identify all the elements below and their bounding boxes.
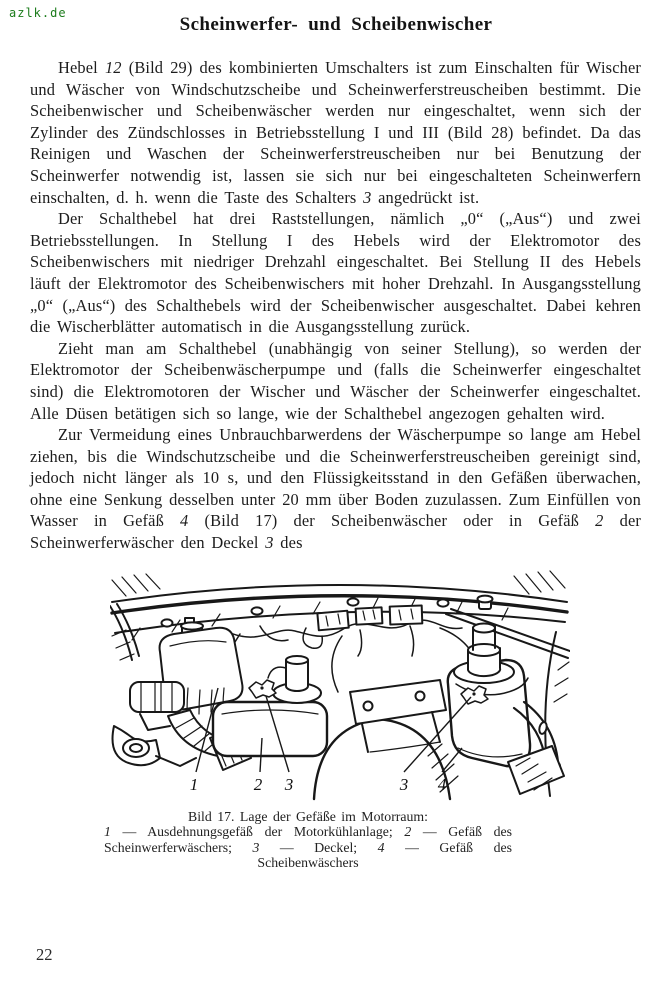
body-text: [30, 57, 641, 554]
stud: [478, 595, 493, 608]
figure-caption: [104, 809, 512, 871]
winged-cap-left: [249, 680, 276, 698]
engine-bay-drawing: [110, 566, 570, 801]
watermark-azlk: azlk.de: [9, 6, 67, 20]
label-3-left: 3: [284, 774, 294, 794]
label-1: 1: [189, 774, 199, 794]
caption-title: Bild 17. Lage der Gefäße im Motorraum:: [188, 808, 428, 824]
paragraph-3: Zieht man am Schalthebel (unabhängig von seiner Stellung), so werden der Elektromotor der Scheibenwäscherpumpe und (falls die Scheinwerfer eingeschaltet sind) die Elektromotoren der Wischer und Wäscher der Scheinwerfer eingeschaltet. Alle Düsen betätigen sich so lange, wie der Schalthebel angezogen gehalten wird.: [30, 338, 641, 423]
windshield-washer-reservoir: [448, 623, 530, 766]
caption-legend: 1 — Ausdehnungsgefäß der Motorkühlanlage; 2 — Gefäß des Scheinwerferwäschers; 3 — Deckel; 4 — Gefäß des Scheibenwäschers: [104, 824, 512, 871]
paragraph-2: Der Schalthebel hat drei Raststellungen, nämlich „0“ („Aus“) und zwei Betriebsstellungen. In Stellung I des Hebels wird der Elektromotor des Scheibenwischers mit niedriger Drehzahl eingeschaltet. Bei Stellung II des Hebels läuft der Elektromotor des Scheibenwischers mit hoher Drehzahl. In Ausgangsstellung „0“ („Aus“) des Schalthebels wird der Scheibenwischer ausgeschaltet. Dabei kehren die Wischerblätter automatisch in die Ausgangsstellung zurück.: [30, 209, 641, 337]
page-number: 22: [36, 945, 53, 964]
paragraph-1: Hebel 12 (Bild 29) des kombinierten Umschalters ist zum Einschalten für Wischer und Wäscher von Windschutzscheibe und Scheinwerferstreuscheiben bestimmt. Die Scheibenwischer und Scheibenwäscher werden nur eingeschaltet, wenn sich der Zylinder des Zündschlosses in Betriebsstellung I und III (Bild 28) befindet. Da das Reinigen und Waschen der Scheinwerferstreuscheiben nur bei Benutzung der Scheinwerfer notwendig ist, lassen sie sich nur bei eingeschalteten Scheinwerfern einschalten, d. h. wenn die Taste des Schalters 3 angedrückt ist.: [30, 58, 641, 207]
figure-bild-17: [0, 566, 672, 871]
wiring-harness: [222, 605, 476, 692]
page-title: Scheinwerfer- und Scheibenwischer: [179, 14, 493, 35]
washer-pump: [268, 656, 321, 703]
paragraph-4: Zur Vermeidung eines Unbrauchbarwerdens der Wäscherpumpe so lange am Hebel ziehen, bis die Windschutzscheibe und die Scheinwerferstreuscheiben gereinigt sind, jedoch nicht länger als 10 s, und den Flüssigkeitsstand in den Gefäßen überwachen, ohne eine Senkung desselben unter 20 mm über Boden zuzulassen. Zum Einfüllen von Wasser in Gefäß 4 (Bild 17) der Scheibenwäscher oder in Gefäß 2 der Scheinwerferwäscher den Deckel 3 des: [30, 425, 642, 553]
label-3-right: 3: [399, 774, 409, 794]
label-4: 4: [437, 774, 447, 794]
label-2: 2: [253, 774, 263, 794]
